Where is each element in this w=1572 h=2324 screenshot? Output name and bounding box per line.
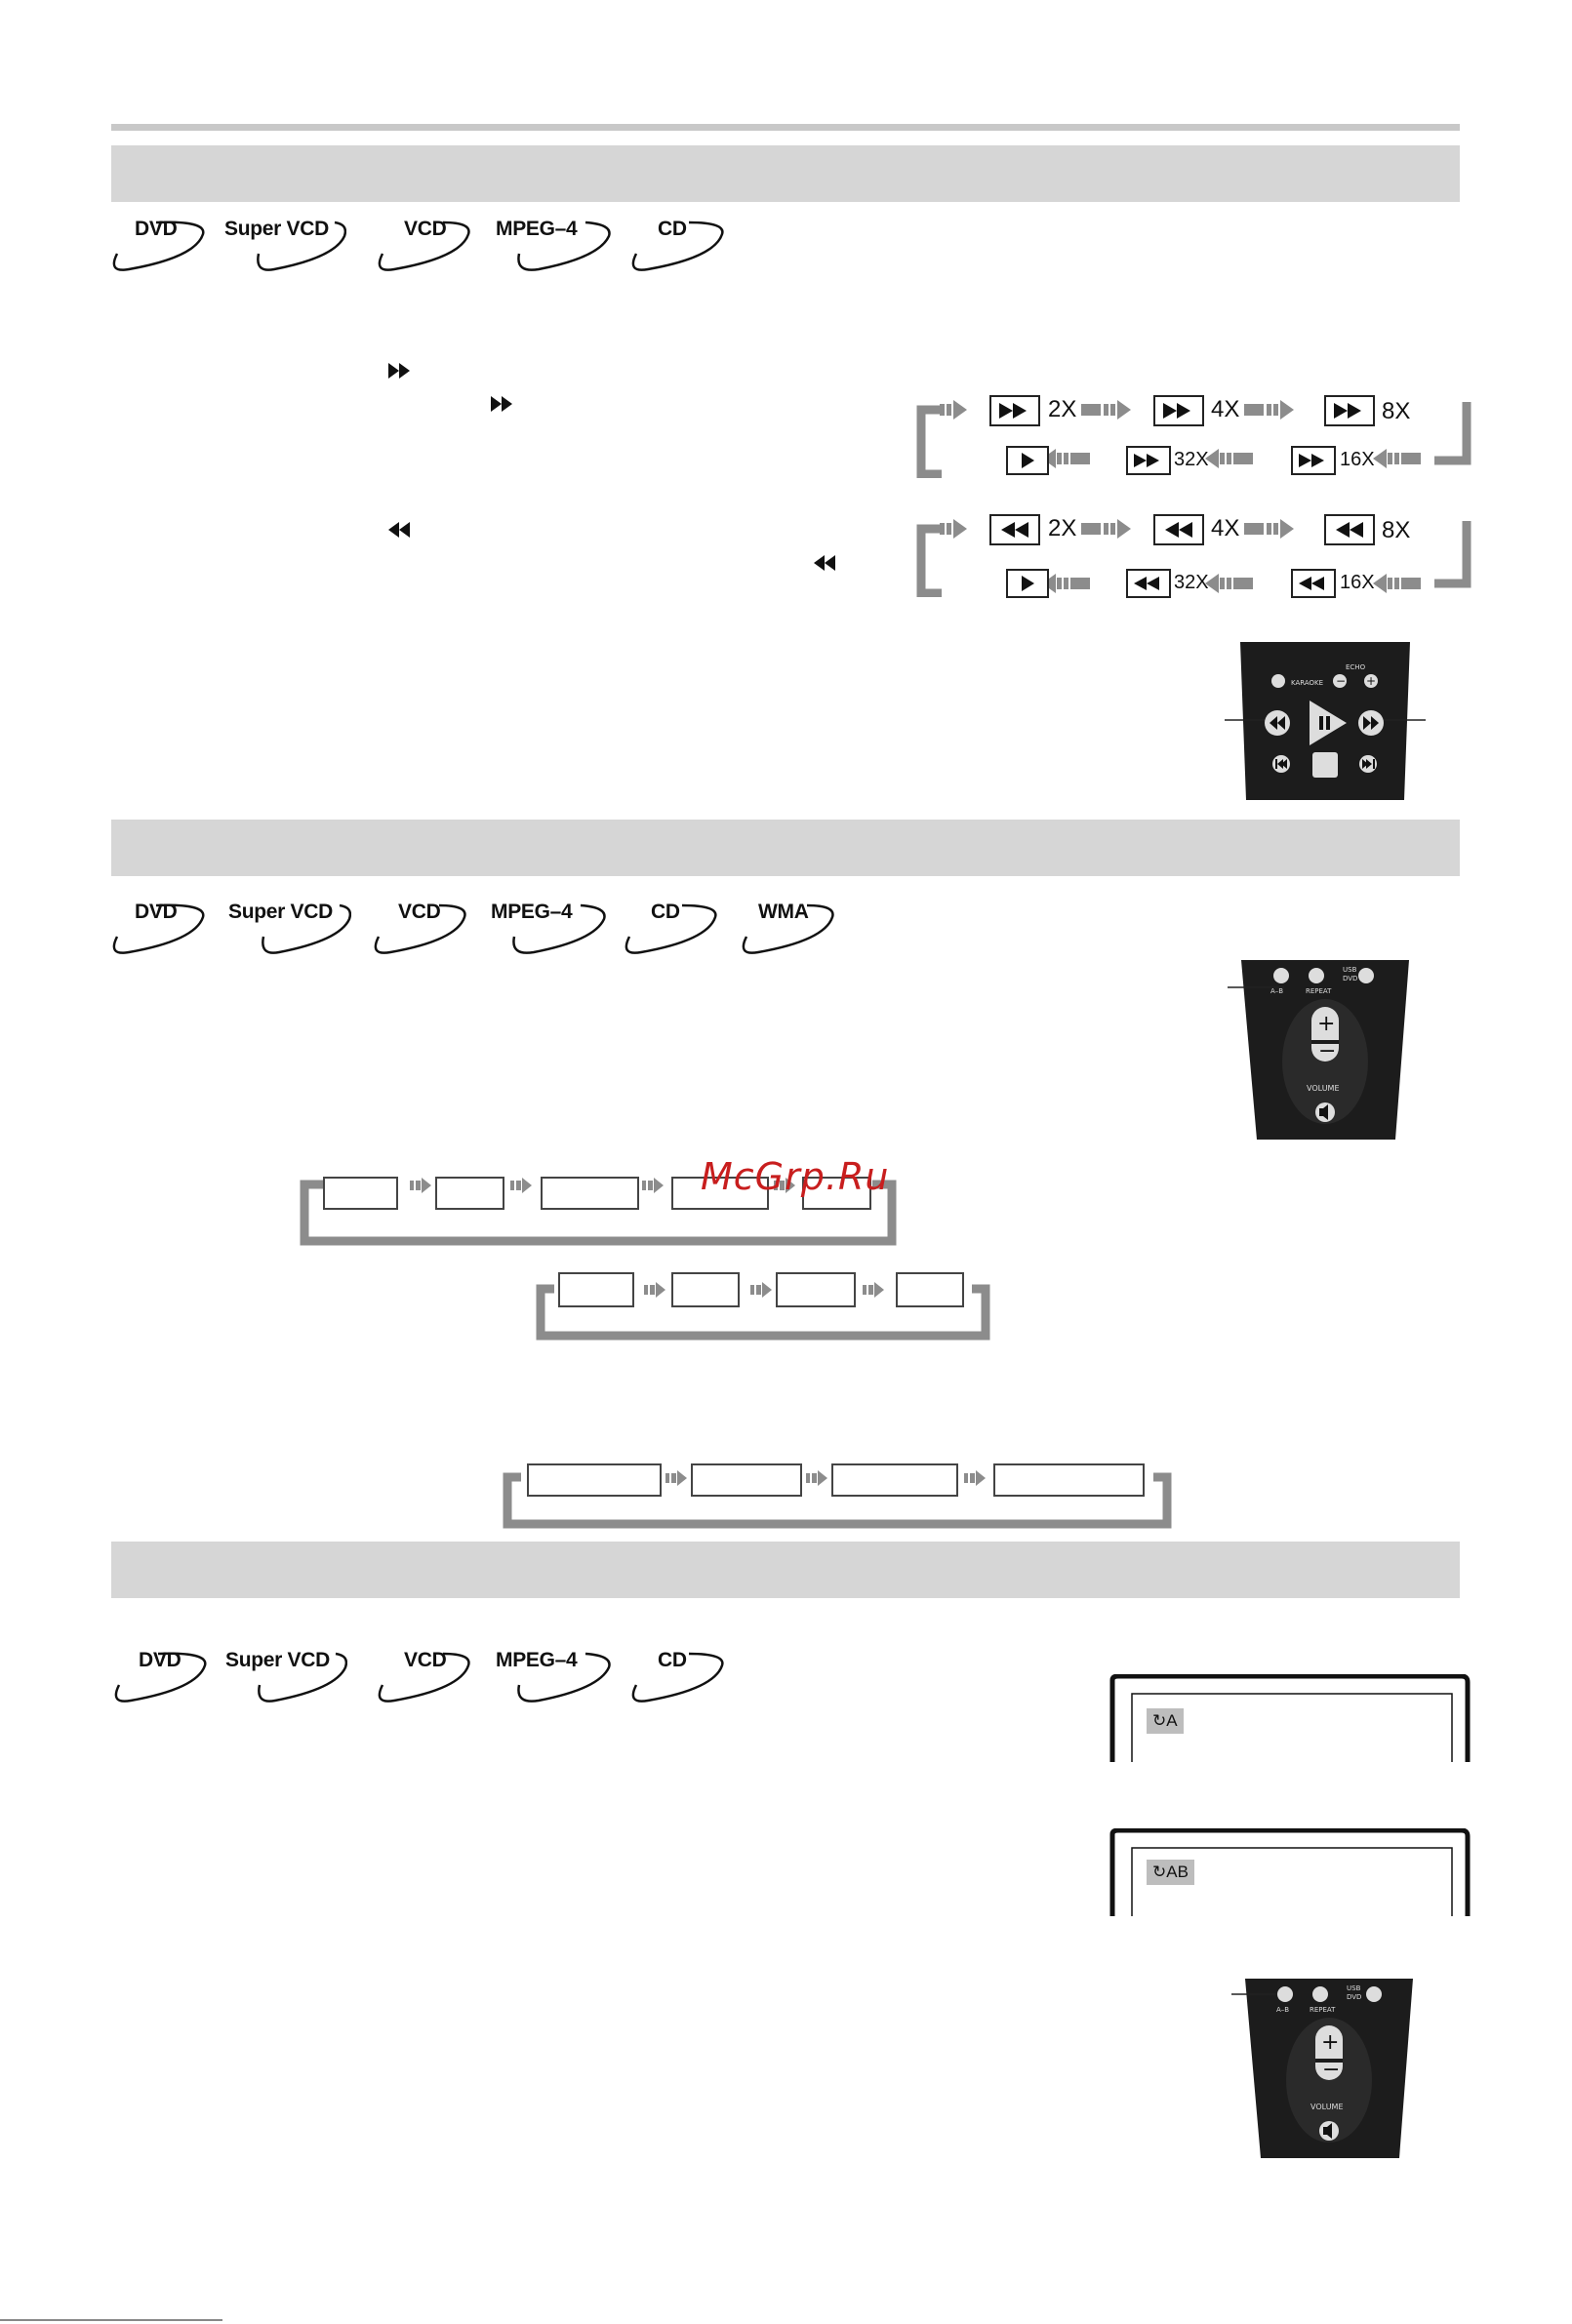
repeat-option-box: [541, 1177, 639, 1210]
format-badge: [220, 215, 346, 273]
repeat-icon: ↻: [1152, 1711, 1167, 1730]
ff-speed-box: [1324, 395, 1375, 426]
rew-speed-label: 16X: [1340, 572, 1375, 593]
repeat-option-box: [691, 1463, 802, 1497]
format-label: DVD: [135, 218, 178, 240]
format-label: MPEG–4: [496, 218, 578, 240]
ff-speed-label: 8X: [1382, 398, 1411, 424]
osd-repeat-ab-tag: [1147, 1860, 1194, 1885]
format-label: CD: [658, 1649, 687, 1671]
repeat-label: REPEAT: [1310, 2006, 1336, 2014]
format-label: CD: [658, 218, 687, 240]
usb-label: USB: [1343, 966, 1357, 974]
format-label: DVD: [139, 1649, 181, 1671]
svg-text:−: −: [1318, 1039, 1337, 1063]
repeat-option-box: [776, 1272, 856, 1307]
dvd-label: DVD: [1343, 975, 1358, 982]
format-badge: [109, 215, 207, 273]
rew-speed-box: [989, 514, 1040, 545]
rew-speed-box: [1153, 514, 1204, 545]
repeat-icon: ↻: [1152, 1863, 1167, 1881]
format-label: Super VCD: [225, 1649, 330, 1671]
repeat-option-box: [323, 1177, 398, 1210]
dvd-label: DVD: [1347, 1993, 1362, 2001]
ff-speed-label: 4X: [1211, 396, 1240, 422]
osd-repeat-a-text: A: [1166, 1711, 1178, 1730]
format-badge: [109, 898, 207, 956]
format-badge: [490, 1646, 612, 1704]
format-label: VCD: [404, 1649, 447, 1671]
format-badge: [224, 898, 351, 956]
repeat-label: REPEAT: [1306, 987, 1332, 995]
ff-speed-label: 2X: [1048, 396, 1077, 422]
format-label: WMA: [758, 901, 809, 923]
rewind-icon: [814, 555, 837, 571]
rew-speed-label: 2X: [1048, 515, 1077, 541]
svg-text:−: −: [1336, 674, 1347, 688]
ff-speed-box: [1126, 446, 1171, 475]
play-box: [1006, 569, 1049, 598]
format-badge: [628, 215, 726, 273]
volume-label: VOLUME: [1307, 1084, 1340, 1093]
repeat-option-box: [558, 1272, 634, 1307]
osd-repeat-a-tag: [1147, 1708, 1184, 1734]
repeat-option-box: [527, 1463, 662, 1497]
play-box: [1006, 446, 1049, 475]
format-label: MPEG–4: [496, 1649, 578, 1671]
format-label: MPEG–4: [491, 901, 573, 923]
rewind-icon: [388, 522, 412, 538]
svg-text:−: −: [1322, 2058, 1341, 2082]
rew-speed-box: [1291, 569, 1336, 598]
osd-repeat-ab-text: AB: [1166, 1863, 1189, 1881]
rew-speed-label: 32X: [1174, 572, 1209, 593]
ff-speed-label: 16X: [1340, 449, 1375, 470]
repeat-option-box: [831, 1463, 958, 1497]
format-badge: [485, 898, 607, 956]
svg-text:+: +: [1317, 1012, 1336, 1036]
format-badge: [371, 898, 468, 956]
repeat-option-box: [993, 1463, 1145, 1497]
format-badge: [375, 1646, 472, 1704]
format-label: DVD: [135, 901, 178, 923]
repeat-option-box: [896, 1272, 964, 1307]
ab-label: A–B: [1276, 2006, 1290, 2014]
fast-forward-icon: [491, 396, 514, 412]
section-band-ab-repeat: [111, 1542, 1460, 1598]
ff-speed-box: [1153, 395, 1204, 426]
format-badge: [739, 898, 836, 956]
remote-transport: [1225, 640, 1439, 804]
format-badge: [490, 215, 612, 273]
rew-speed-label: 4X: [1211, 515, 1240, 541]
bottom-edge-line: [0, 2319, 222, 2321]
svg-text:+: +: [1321, 2030, 1340, 2055]
rew-speed-box: [1126, 569, 1171, 598]
remote-ab: [1231, 1975, 1427, 2162]
ff-speed-label: 32X: [1174, 449, 1209, 470]
format-badge: [628, 1646, 726, 1704]
format-badge: [111, 1646, 209, 1704]
echo-label: ECHO: [1346, 663, 1366, 671]
format-badge: [221, 1646, 347, 1704]
volume-label: VOLUME: [1310, 2103, 1344, 2111]
usb-label: USB: [1347, 1984, 1361, 1992]
watermark: McGrp.Ru: [701, 1155, 890, 1198]
repeat-option-box: [671, 1272, 740, 1307]
fast-forward-icon: [388, 363, 412, 379]
format-badge: [375, 215, 472, 273]
ab-label: A–B: [1270, 987, 1284, 995]
rew-speed-label: 8X: [1382, 517, 1411, 543]
ff-speed-box: [1291, 446, 1336, 475]
format-label: CD: [651, 901, 680, 923]
rew-speed-box: [1324, 514, 1375, 545]
karaoke-label: KARAOKE: [1291, 679, 1324, 687]
remote-repeat: [1228, 956, 1423, 1143]
section-band-search: [111, 145, 1460, 202]
svg-text:+: +: [1366, 674, 1377, 688]
section-band-repeat: [111, 820, 1460, 876]
format-badge: [622, 898, 719, 956]
format-label: VCD: [398, 901, 441, 923]
format-label: Super VCD: [224, 218, 329, 240]
ff-speed-box: [989, 395, 1040, 426]
top-rule: [111, 124, 1460, 131]
format-label: VCD: [404, 218, 447, 240]
format-label: Super VCD: [228, 901, 333, 923]
repeat-option-box: [435, 1177, 504, 1210]
